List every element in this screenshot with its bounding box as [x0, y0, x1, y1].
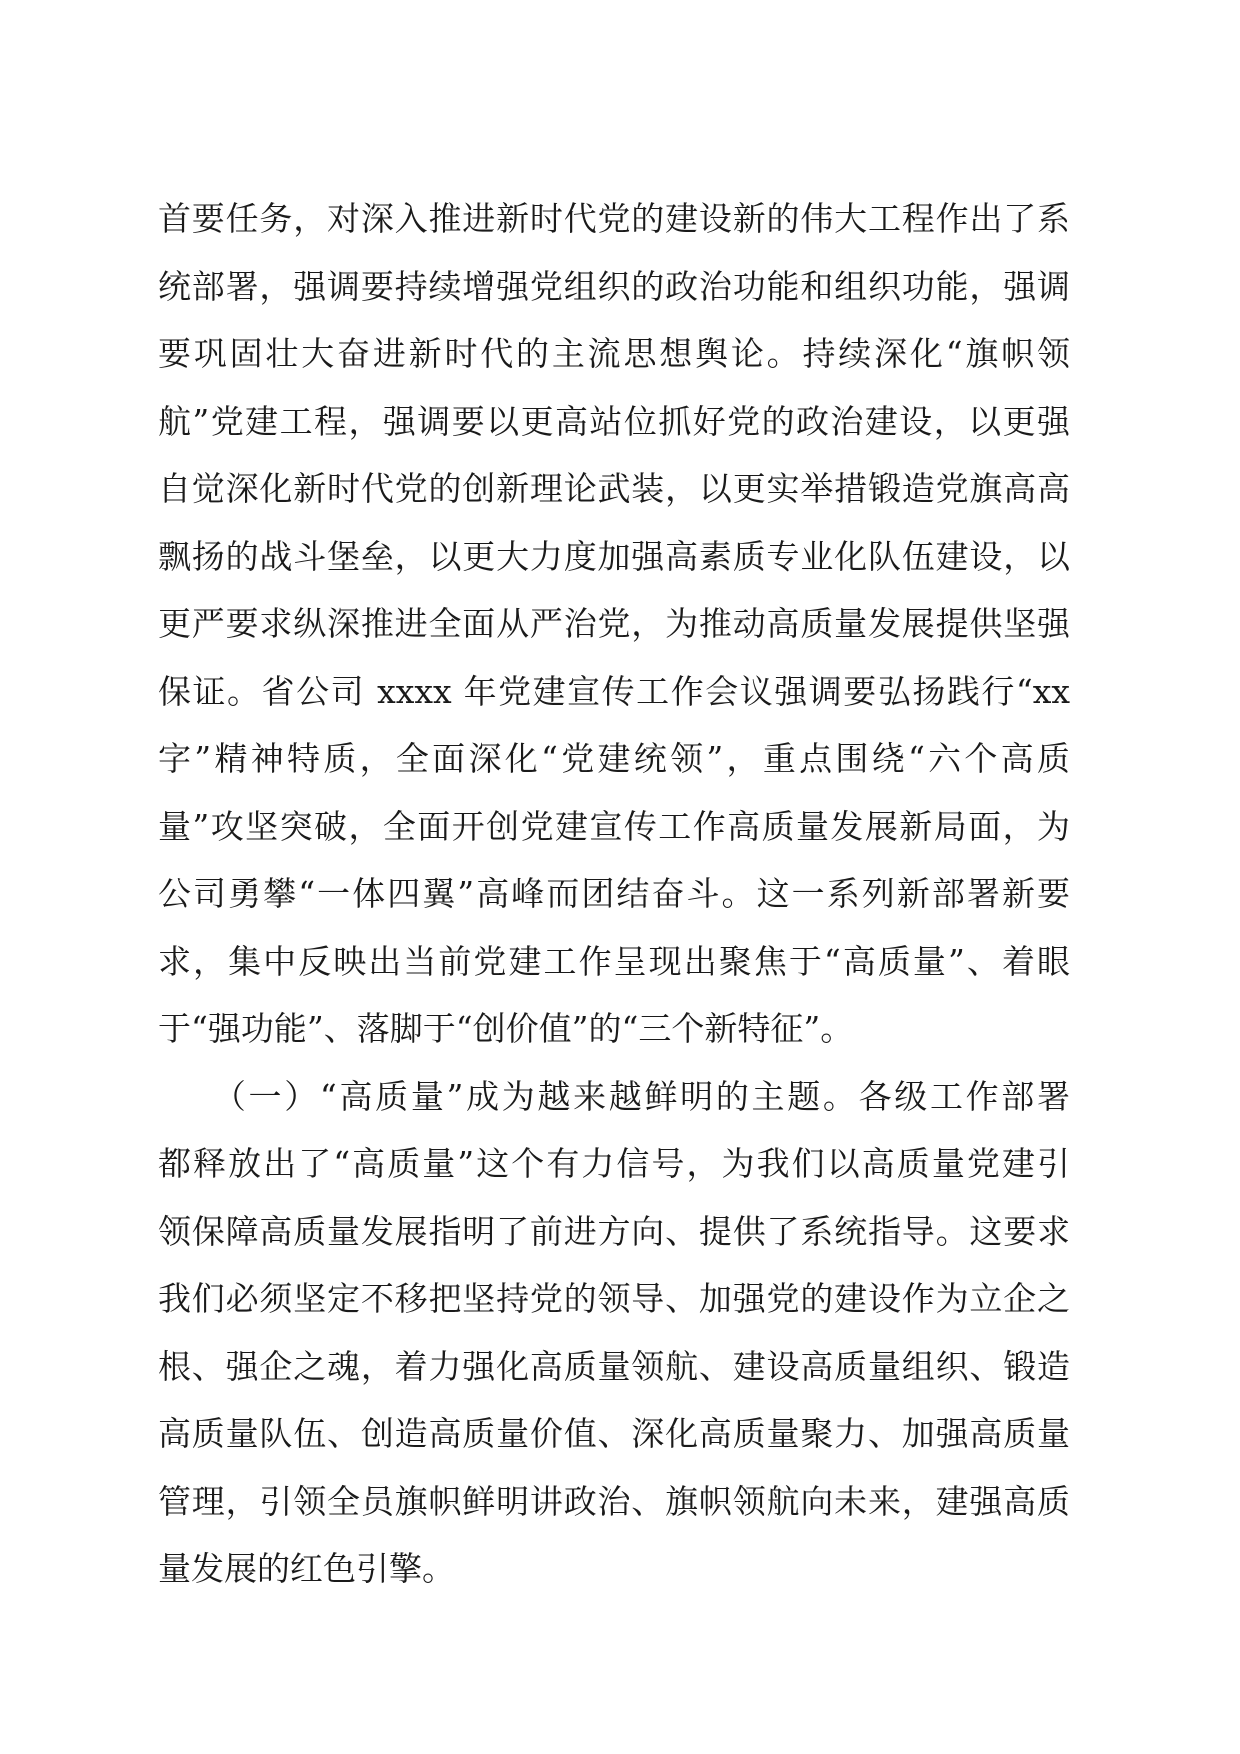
text-line: 字”精神特质，全面深化“党建统领”，重点围绕“六个高质 — [158, 739, 1070, 778]
text-line: 根、强企之魂，着力强化高质量领航、建设高质量组织、锻造 — [158, 1346, 1070, 1386]
text-line: 公司勇攀“一体四翼”高峰而团结奋斗。这一系列新部署新要 — [158, 874, 1070, 913]
text-line: 量发展的红色引擎。 — [158, 1549, 455, 1588]
text-line: 于“强功能”、落脚于“创价值”的“三个新特征”。 — [158, 1009, 854, 1048]
text-line: 首要任务，对深入推进新时代党的建设新的伟大工程作出了系 — [158, 199, 1070, 238]
text-line: 自觉深化新时代党的创新理论武装，以更实举措锻造党旗高高 — [158, 469, 1070, 508]
text-line: 我们必须坚定不移把坚持党的领导、加强党的建设作为立企之 — [158, 1279, 1070, 1318]
text-line: 更严要求纵深推进全面从严治党，为推动高质量发展提供坚强 — [158, 604, 1070, 643]
text-line: 保证。省公司 xxxx 年党建宣传工作会议强调要弘扬践行“xx — [158, 671, 1070, 711]
text-line: 要巩固壮大奋进新时代的主流思想舆论。持续深化“旗帜领 — [158, 334, 1070, 373]
text-line: 航”党建工程，强调要以更高站位抓好党的政治建设，以更强 — [158, 401, 1070, 441]
text-line: 管理，引领全员旗帜鲜明讲政治、旗帜领航向未来，建强高质 — [158, 1481, 1070, 1521]
text-line: 飘扬的战斗堡垒，以更大力度加强高素质专业化队伍建设，以 — [158, 536, 1070, 576]
text-line: 量”攻坚突破，全面开创党建宣传工作高质量发展新局面，为 — [158, 806, 1070, 846]
body-text — [158, 185, 1070, 1603]
text-line: 高质量队伍、创造高质量价值、深化高质量聚力、加强高质量 — [158, 1414, 1070, 1453]
text-line: 领保障高质量发展指明了前进方向、提供了系统指导。这要求 — [158, 1211, 1070, 1251]
text-line: 统部署，强调要持续增强党组织的政治功能和组织功能，强调 — [158, 266, 1070, 306]
text-line: 求，集中反映出当前党建工作呈现出聚焦于“高质量”、着眼 — [158, 941, 1070, 981]
text-line: 都释放出了“高质量”这个有力信号，为我们以高质量党建引 — [158, 1144, 1070, 1183]
paragraph-heading-line: （一）“高质量”成为越来越鲜明的主题。各级工作部署 — [158, 1076, 1070, 1116]
